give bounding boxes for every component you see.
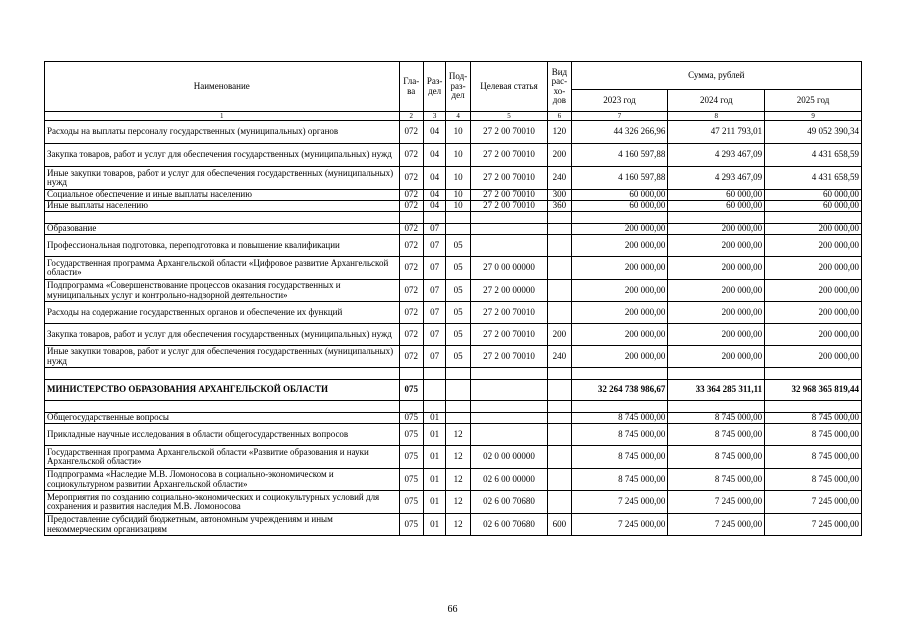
row-sum-2025: 200 000,00 xyxy=(765,224,862,235)
row-sum-2025: 4 431 658,59 xyxy=(765,167,862,190)
row-sum-2025: 200 000,00 xyxy=(765,280,862,302)
row-podrazdel: 05 xyxy=(446,302,470,324)
row-podrazdel: 05 xyxy=(446,346,470,368)
row-podrazdel xyxy=(446,368,470,380)
row-sum-2023: 200 000,00 xyxy=(571,257,668,280)
row-podrazdel: 05 xyxy=(446,324,470,346)
header-name: Наименование xyxy=(45,62,400,112)
row-razdel: 07 xyxy=(423,280,445,302)
row-sum-2023: 200 000,00 xyxy=(571,302,668,324)
row-sum-2025: 200 000,00 xyxy=(765,257,862,280)
table-row xyxy=(45,121,862,144)
row-sum-2023: 200 000,00 xyxy=(571,280,668,302)
row-glava: 072 xyxy=(399,346,423,368)
row-sum-2024: 8 745 000,00 xyxy=(668,446,765,469)
row-sum-2023: 200 000,00 xyxy=(571,346,668,368)
row-sum-2024: 33 364 285 311,11 xyxy=(668,380,765,401)
row-name: Расходы на выплаты персоналу государственных (муниципальных) органов xyxy=(45,121,400,144)
row-vid xyxy=(548,280,571,302)
row-glava: 072 xyxy=(399,280,423,302)
column-number-row xyxy=(45,112,862,121)
column-number: 8 xyxy=(668,112,765,121)
row-target: 02 6 00 70680 xyxy=(470,491,547,514)
row-sum-2024: 60 000,00 xyxy=(668,201,765,212)
row-razdel: 01 xyxy=(423,514,445,536)
row-sum-2024: 200 000,00 xyxy=(668,302,765,324)
table-row xyxy=(45,346,862,368)
row-sum-2024 xyxy=(668,212,765,224)
row-sum-2023 xyxy=(571,368,668,380)
row-razdel: 07 xyxy=(423,257,445,280)
row-glava: 075 xyxy=(399,413,423,424)
row-target xyxy=(470,224,547,235)
row-podrazdel xyxy=(446,413,470,424)
row-razdel xyxy=(423,380,445,401)
row-sum-2025: 49 052 390,34 xyxy=(765,121,862,144)
table-row xyxy=(45,190,862,201)
row-razdel: 07 xyxy=(423,235,445,257)
row-target: 27 2 00 70010 xyxy=(470,324,547,346)
row-sum-2023: 8 745 000,00 xyxy=(571,413,668,424)
row-podrazdel: 10 xyxy=(446,201,470,212)
budget-table xyxy=(44,61,862,536)
row-name: Мероприятия по созданию социально-экономических и социокультурных условий для сохранения и развития наследия М.В. Ломоносова xyxy=(45,491,400,514)
table-row xyxy=(45,302,862,324)
table-row xyxy=(45,401,862,413)
row-sum-2024: 200 000,00 xyxy=(668,235,765,257)
row-name xyxy=(45,401,400,413)
header-year-2024: 2024 год xyxy=(668,90,765,112)
row-target: 27 2 00 00000 xyxy=(470,280,547,302)
row-sum-2025: 8 745 000,00 xyxy=(765,424,862,446)
row-glava: 072 xyxy=(399,324,423,346)
row-sum-2024: 200 000,00 xyxy=(668,280,765,302)
row-razdel: 04 xyxy=(423,167,445,190)
row-target xyxy=(470,424,547,446)
row-sum-2025: 7 245 000,00 xyxy=(765,491,862,514)
row-razdel: 07 xyxy=(423,224,445,235)
row-sum-2024: 8 745 000,00 xyxy=(668,424,765,446)
header-vid: Вид рас-хо-дов xyxy=(548,62,571,112)
row-sum-2023: 7 245 000,00 xyxy=(571,491,668,514)
row-vid xyxy=(548,224,571,235)
header-podrazdel: Под-раз-дел xyxy=(446,62,470,112)
row-sum-2025: 200 000,00 xyxy=(765,302,862,324)
header-glava: Гла-ва xyxy=(399,62,423,112)
row-sum-2024: 200 000,00 xyxy=(668,257,765,280)
table-row xyxy=(45,257,862,280)
row-name: Образование xyxy=(45,224,400,235)
table-row xyxy=(45,201,862,212)
column-number: 2 xyxy=(399,112,423,121)
row-name xyxy=(45,368,400,380)
row-glava: 072 xyxy=(399,121,423,144)
row-vid xyxy=(548,302,571,324)
column-number: 1 xyxy=(45,112,400,121)
row-name: Подпрограмма «Наследие М.В. Ломоносова в социально-экономическом и социокультурном развитии Архангельской области» xyxy=(45,469,400,491)
row-sum-2024: 8 745 000,00 xyxy=(668,469,765,491)
row-sum-2024: 8 745 000,00 xyxy=(668,413,765,424)
row-vid xyxy=(548,257,571,280)
row-sum-2025: 8 745 000,00 xyxy=(765,413,862,424)
table-row xyxy=(45,167,862,190)
row-name: Иные закупки товаров, работ и услуг для обеспечения государственных (муниципальных) нужд xyxy=(45,346,400,368)
row-target xyxy=(470,368,547,380)
row-sum-2023: 8 745 000,00 xyxy=(571,469,668,491)
row-sum-2023: 8 745 000,00 xyxy=(571,446,668,469)
table-body xyxy=(45,62,862,536)
row-razdel: 07 xyxy=(423,302,445,324)
row-glava: 075 xyxy=(399,469,423,491)
table-row xyxy=(45,224,862,235)
row-podrazdel xyxy=(446,380,470,401)
row-vid xyxy=(548,401,571,413)
row-sum-2025: 7 245 000,00 xyxy=(765,514,862,536)
row-podrazdel: 05 xyxy=(446,257,470,280)
header-razdel: Раз-дел xyxy=(423,62,445,112)
row-vid xyxy=(548,446,571,469)
row-name: Закупка товаров, работ и услуг для обеспечения государственных (муниципальных) нужд xyxy=(45,144,400,167)
row-name: Социальное обеспечение и иные выплаты населению xyxy=(45,190,400,201)
table-row xyxy=(45,368,862,380)
table-row xyxy=(45,280,862,302)
row-name: Профессиональная подготовка, переподготовка и повышение квалификации xyxy=(45,235,400,257)
table-row xyxy=(45,324,862,346)
row-target: 27 0 00 00000 xyxy=(470,257,547,280)
row-sum-2024: 4 293 467,09 xyxy=(668,144,765,167)
row-vid xyxy=(548,212,571,224)
row-razdel: 04 xyxy=(423,121,445,144)
row-razdel: 01 xyxy=(423,469,445,491)
row-glava: 072 xyxy=(399,224,423,235)
row-sum-2025: 60 000,00 xyxy=(765,190,862,201)
row-vid: 240 xyxy=(548,167,571,190)
row-vid xyxy=(548,368,571,380)
row-name: Расходы на содержание государственных органов и обеспечение их функций xyxy=(45,302,400,324)
row-name: Общегосударственные вопросы xyxy=(45,413,400,424)
row-name: Государственная программа Архангельской области «Развитие образования и науки Архангельской области» xyxy=(45,446,400,469)
row-glava: 072 xyxy=(399,201,423,212)
row-glava: 072 xyxy=(399,302,423,324)
row-target: 02 6 00 70680 xyxy=(470,514,547,536)
row-vid xyxy=(548,491,571,514)
row-razdel xyxy=(423,368,445,380)
header-row-1 xyxy=(45,62,862,90)
row-sum-2023: 44 326 266,96 xyxy=(571,121,668,144)
row-target: 27 2 00 70010 xyxy=(470,167,547,190)
row-sum-2024 xyxy=(668,401,765,413)
header-year-2025: 2025 год xyxy=(765,90,862,112)
row-sum-2024: 4 293 467,09 xyxy=(668,167,765,190)
row-razdel xyxy=(423,212,445,224)
row-sum-2024: 200 000,00 xyxy=(668,346,765,368)
row-sum-2023: 7 245 000,00 xyxy=(571,514,668,536)
row-podrazdel: 10 xyxy=(446,190,470,201)
row-glava: 075 xyxy=(399,446,423,469)
row-vid xyxy=(548,424,571,446)
row-vid: 200 xyxy=(548,324,571,346)
row-target: 27 2 00 70010 xyxy=(470,144,547,167)
row-sum-2024: 60 000,00 xyxy=(668,190,765,201)
row-sum-2025: 200 000,00 xyxy=(765,324,862,346)
row-name: Прикладные научные исследования в области общегосударственных вопросов xyxy=(45,424,400,446)
row-vid xyxy=(548,380,571,401)
row-name: Подпрограмма «Совершенствование процессов оказания государственных и муниципальных услуг и контрольно-надзорной деятельности» xyxy=(45,280,400,302)
row-vid: 600 xyxy=(548,514,571,536)
row-sum-2024 xyxy=(668,368,765,380)
row-target xyxy=(470,413,547,424)
row-vid: 360 xyxy=(548,201,571,212)
row-razdel: 01 xyxy=(423,413,445,424)
row-razdel: 04 xyxy=(423,144,445,167)
row-glava xyxy=(399,368,423,380)
row-sum-2025: 4 431 658,59 xyxy=(765,144,862,167)
row-glava: 075 xyxy=(399,491,423,514)
row-name: Закупка товаров, работ и услуг для обеспечения государственных (муниципальных) нужд xyxy=(45,324,400,346)
row-vid xyxy=(548,235,571,257)
column-number: 9 xyxy=(765,112,862,121)
row-podrazdel: 12 xyxy=(446,424,470,446)
row-podrazdel: 10 xyxy=(446,167,470,190)
row-razdel: 04 xyxy=(423,190,445,201)
row-name: Государственная программа Архангельской области «Цифровое развитие Архангельской области» xyxy=(45,257,400,280)
row-sum-2024: 200 000,00 xyxy=(668,324,765,346)
table-row xyxy=(45,212,862,224)
row-razdel: 01 xyxy=(423,491,445,514)
row-sum-2023: 4 160 597,88 xyxy=(571,144,668,167)
row-target: 27 2 00 70010 xyxy=(470,201,547,212)
row-target: 27 2 00 70010 xyxy=(470,302,547,324)
row-glava: 075 xyxy=(399,514,423,536)
row-sum-2023: 60 000,00 xyxy=(571,201,668,212)
header-target: Целевая статья xyxy=(470,62,547,112)
row-glava: 072 xyxy=(399,144,423,167)
row-razdel: 07 xyxy=(423,346,445,368)
row-podrazdel: 12 xyxy=(446,491,470,514)
row-glava: 072 xyxy=(399,257,423,280)
row-sum-2024: 200 000,00 xyxy=(668,224,765,235)
table-row xyxy=(45,144,862,167)
row-target: 27 2 00 70010 xyxy=(470,190,547,201)
row-podrazdel: 10 xyxy=(446,144,470,167)
row-podrazdel: 05 xyxy=(446,280,470,302)
row-razdel: 01 xyxy=(423,446,445,469)
row-target xyxy=(470,235,547,257)
row-vid: 200 xyxy=(548,144,571,167)
row-sum-2023: 200 000,00 xyxy=(571,324,668,346)
row-sum-2024: 7 245 000,00 xyxy=(668,514,765,536)
row-razdel xyxy=(423,401,445,413)
row-name: Предоставление субсидий бюджетным, автономным учреждениям и иным некоммерческим организациям xyxy=(45,514,400,536)
column-number: 5 xyxy=(470,112,547,121)
row-sum-2025: 60 000,00 xyxy=(765,201,862,212)
row-glava: 072 xyxy=(399,235,423,257)
row-sum-2023 xyxy=(571,212,668,224)
row-target: 02 6 00 00000 xyxy=(470,469,547,491)
row-podrazdel: 12 xyxy=(446,469,470,491)
column-number: 7 xyxy=(571,112,668,121)
row-target xyxy=(470,212,547,224)
row-sum-2025: 200 000,00 xyxy=(765,346,862,368)
row-name: Иные выплаты населению xyxy=(45,201,400,212)
row-glava: 075 xyxy=(399,424,423,446)
column-number: 6 xyxy=(548,112,571,121)
table-row xyxy=(45,235,862,257)
table-row xyxy=(45,469,862,491)
row-razdel: 07 xyxy=(423,324,445,346)
row-sum-2023: 4 160 597,88 xyxy=(571,167,668,190)
page-number: 66 xyxy=(447,604,458,615)
row-name xyxy=(45,212,400,224)
row-podrazdel xyxy=(446,224,470,235)
row-sum-2025: 32 968 365 819,44 xyxy=(765,380,862,401)
row-podrazdel: 05 xyxy=(446,235,470,257)
table-row xyxy=(45,491,862,514)
row-podrazdel: 12 xyxy=(446,514,470,536)
table-row xyxy=(45,413,862,424)
row-sum-2025: 8 745 000,00 xyxy=(765,446,862,469)
row-sum-2023 xyxy=(571,401,668,413)
row-podrazdel: 10 xyxy=(446,121,470,144)
row-target xyxy=(470,380,547,401)
row-sum-2025: 8 745 000,00 xyxy=(765,469,862,491)
row-sum-2025 xyxy=(765,401,862,413)
row-sum-2023: 32 264 738 986,67 xyxy=(571,380,668,401)
row-sum-2025: 200 000,00 xyxy=(765,235,862,257)
row-podrazdel xyxy=(446,212,470,224)
row-glava xyxy=(399,212,423,224)
row-sum-2024: 47 211 793,01 xyxy=(668,121,765,144)
row-sum-2023: 200 000,00 xyxy=(571,235,668,257)
row-target: 27 2 00 70010 xyxy=(470,346,547,368)
row-vid: 300 xyxy=(548,190,571,201)
header-year-2023: 2023 год xyxy=(571,90,668,112)
row-podrazdel: 12 xyxy=(446,446,470,469)
row-sum-2023: 60 000,00 xyxy=(571,190,668,201)
column-number: 3 xyxy=(423,112,445,121)
row-glava: 075 xyxy=(399,380,423,401)
row-name: МИНИСТЕРСТВО ОБРАЗОВАНИЯ АРХАНГЕЛЬСКОЙ ОБЛАСТИ xyxy=(45,380,400,401)
row-glava: 072 xyxy=(399,167,423,190)
row-vid xyxy=(548,469,571,491)
row-glava: 072 xyxy=(399,190,423,201)
row-vid xyxy=(548,413,571,424)
table-row xyxy=(45,424,862,446)
row-vid: 240 xyxy=(548,346,571,368)
row-razdel: 04 xyxy=(423,201,445,212)
row-name: Иные закупки товаров, работ и услуг для обеспечения государственных (муниципальных) нужд xyxy=(45,167,400,190)
row-target: 27 2 00 70010 xyxy=(470,121,547,144)
row-sum-2023: 8 745 000,00 xyxy=(571,424,668,446)
row-target: 02 0 00 00000 xyxy=(470,446,547,469)
row-vid: 120 xyxy=(548,121,571,144)
header-sum: Сумма, рублей xyxy=(571,62,861,90)
row-glava xyxy=(399,401,423,413)
row-razdel: 01 xyxy=(423,424,445,446)
row-sum-2023: 200 000,00 xyxy=(571,224,668,235)
row-target xyxy=(470,401,547,413)
row-podrazdel xyxy=(446,401,470,413)
table-row xyxy=(45,380,862,401)
row-sum-2024: 7 245 000,00 xyxy=(668,491,765,514)
table-row xyxy=(45,446,862,469)
column-number: 4 xyxy=(446,112,470,121)
row-sum-2025 xyxy=(765,212,862,224)
row-sum-2025 xyxy=(765,368,862,380)
table-row xyxy=(45,514,862,536)
